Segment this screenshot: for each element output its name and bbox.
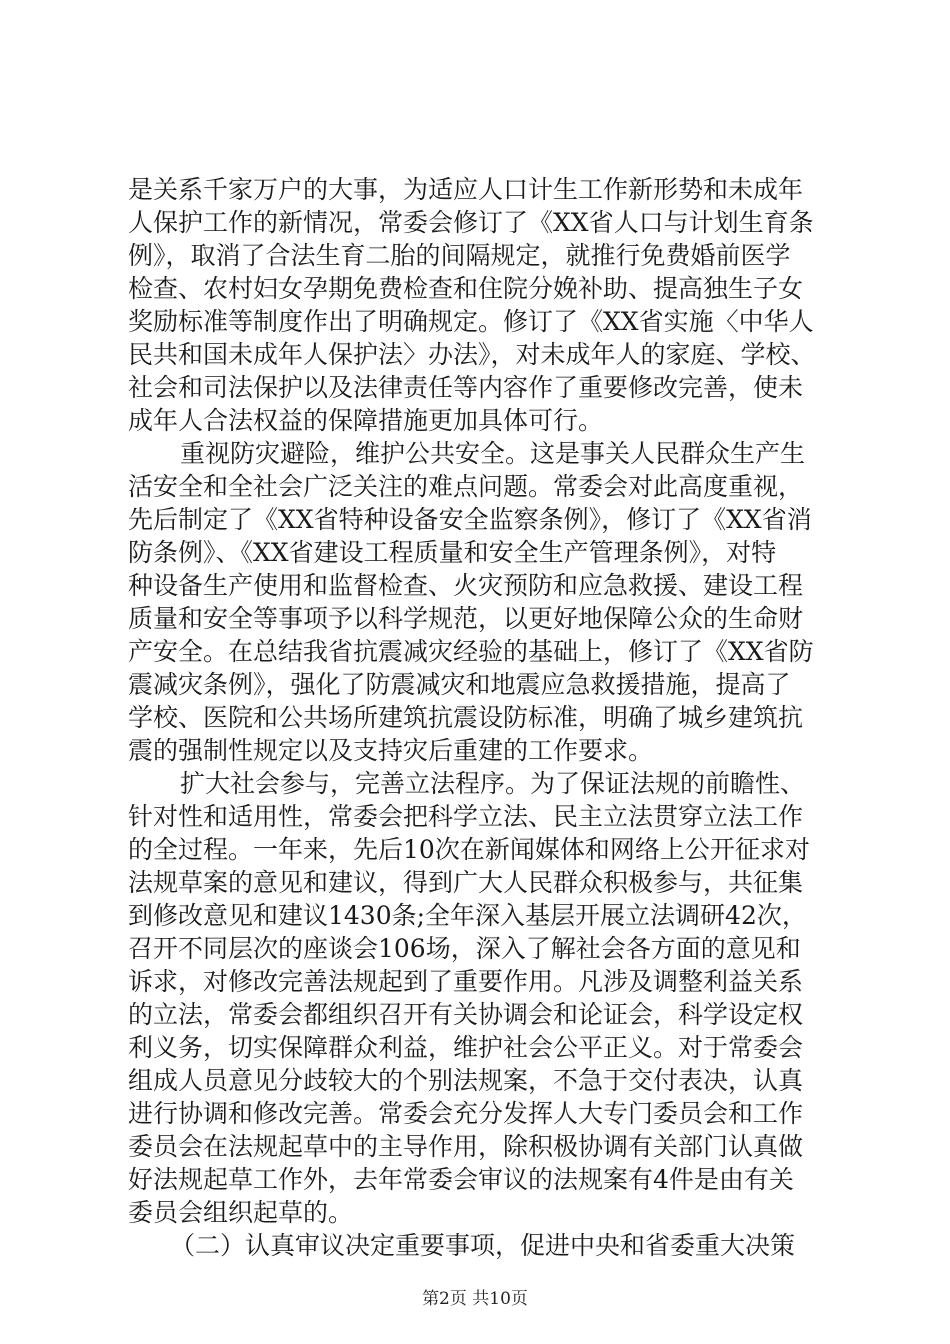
text-line: 的全过程。一年来，先后10次在新闻媒体和网络上公开征求对 [128, 835, 810, 864]
text-line: 先后制定了《XX省特种设备安全监察条例》，修订了《XX省消 [128, 505, 812, 534]
text-line: 诉求，对修改完善法规起到了重要作用。凡涉及调整利益关系 [128, 967, 804, 996]
text-line: 震的强制性规定以及支持灾后重建的工作要求。 [128, 736, 654, 765]
text-line: 到修改意见和建议1430条;全年深入基层开展立法调研42次， [128, 901, 807, 930]
text-line: 好法规起草工作外，去年常委会审议的法规案有4件是由有关 [128, 1165, 794, 1194]
text-line: 召开不同层次的座谈会106场，深入了解社会各方面的意见和 [128, 934, 801, 963]
text-line: 防条例》、《XX省建设工程质量和安全生产管理条例》，对特 [128, 538, 777, 567]
text-line: 人保护工作的新情况，常委会修订了《XX省人口与计划生育条 [128, 208, 814, 237]
text-line: 质量和安全等事项予以科学规范，以更好地保障公众的生命财 [128, 604, 804, 633]
paragraph-start-line: 重视防灾避险，维护公共安全。这是事关人民群众生产生 [180, 439, 806, 468]
text-line: 社会和司法保护以及法律责任等内容作了重要修改完善，使未 [128, 373, 804, 402]
text-line: 产安全。在总结我省抗震减灾经验的基础上，修订了《XX省防 [128, 637, 814, 666]
text-line: 民共和国未成年人保护法〉办法》，对未成年人的家庭、学校、 [128, 340, 816, 369]
text-line: 奖励标准等制度作出了明确规定。修订了《XX省实施〈中华人 [128, 307, 814, 336]
text-line: 进行协调和修改完善。常委会充分发挥人大专门委员会和工作 [128, 1099, 804, 1128]
section-heading-line: （二）认真审议决定重要事项，促进中央和省委重大决策 [170, 1231, 796, 1260]
text-line: 法规草案的意见和建议，得到广大人民群众积极参与，共征集 [128, 868, 804, 897]
text-line: 是关系千家万户的大事，为适应人口计生工作新形势和未成年 [128, 175, 804, 204]
text-line: 检查、农村妇女孕期免费检查和住院分娩补助、提高独生子女 [128, 274, 804, 303]
text-line: 例》，取消了合法生育二胎的间隔规定，就推行免费婚前医学 [128, 241, 791, 270]
text-line: 种设备生产使用和监督检查、火灾预防和应急救援、建设工程 [128, 571, 804, 600]
text-line: 的立法，常委会都组织召开有关协调会和论证会，科学设定权 [128, 1000, 804, 1029]
text-line: 成年人合法权益的保障措施更加具体可行。 [128, 406, 604, 435]
text-line: 组成人员意见分歧较大的个别法规案，不急于交付表决，认真 [128, 1066, 804, 1095]
text-line: 委员会组织起草的。 [128, 1198, 354, 1227]
text-line: 利义务，切实保障群众利益，维护社会公平正义。对于常委会 [128, 1033, 804, 1062]
text-line: 针对性和适用性，常委会把科学立法、民主立法贯穿立法工作 [128, 802, 804, 831]
paragraph-start-line: 扩大社会参与，完善立法程序。为了保证法规的前瞻性、 [180, 769, 806, 798]
text-line: 学校、医院和公共场所建筑抗震设防标准，明确了城乡建筑抗 [128, 703, 804, 732]
text-line: 委员会在法规起草中的主导作用，除积极协调有关部门认真做 [128, 1132, 804, 1161]
page-number-footer: 第2页 共10页 [422, 1289, 528, 1309]
text-line: 活安全和全社会广泛关注的难点问题。常委会对此高度重视， [128, 472, 804, 501]
text-line: 震减灾条例》，强化了防震减灾和地震应急救援措施，提高了 [128, 670, 791, 699]
